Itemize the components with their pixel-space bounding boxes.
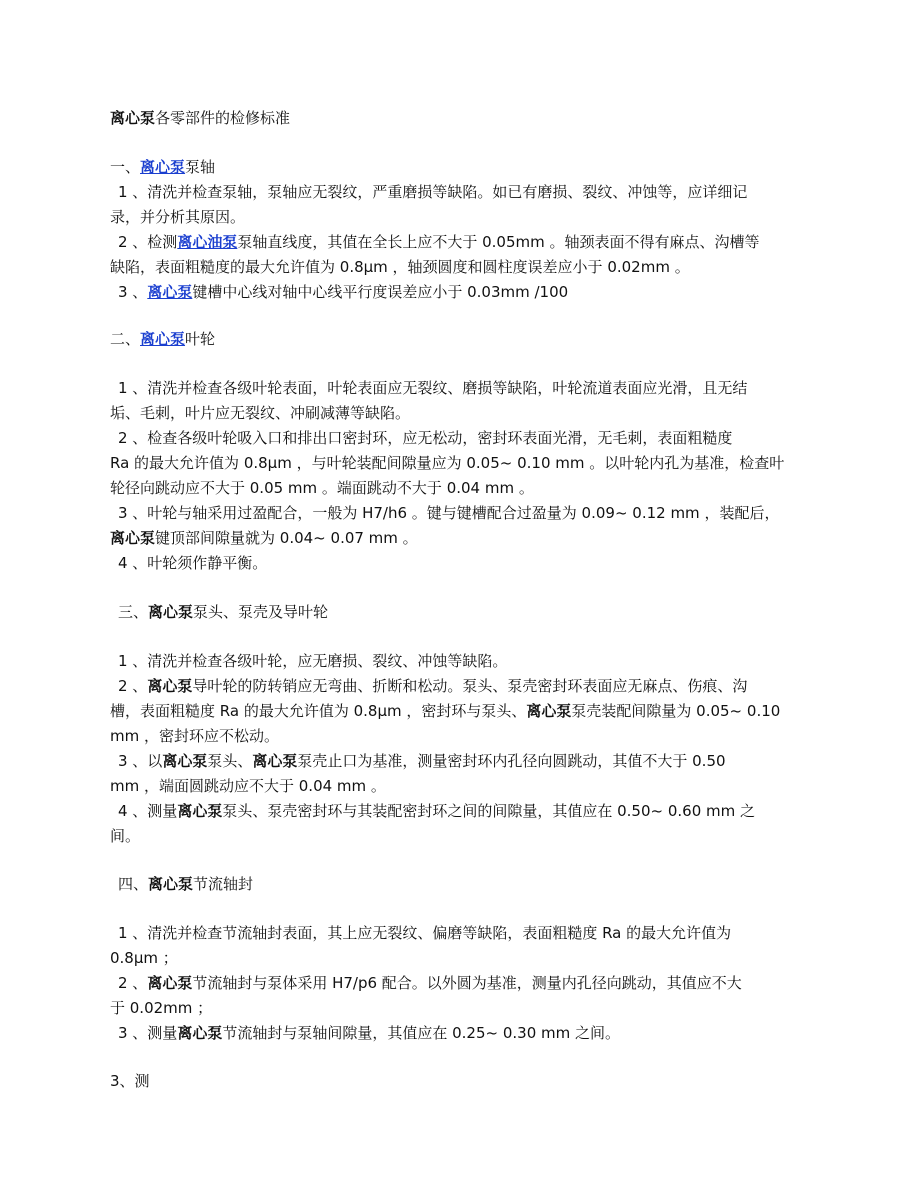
section-3-heading: 三、离心泵泵头、泵壳及导叶轮 xyxy=(118,603,329,621)
paragraph: 垢、毛刺，叶片应无裂纹、冲刷减薄等缺陷。 xyxy=(110,404,411,422)
paragraph: 1 、清洗并检查节流轴封表面，其上应无裂纹、偏磨等缺陷，表面粗糙度 Ra 的最大允许值为 xyxy=(118,924,732,942)
section-2-heading: 二、离心泵叶轮 xyxy=(110,330,216,348)
paragraph: 录，并分析其原因。 xyxy=(110,208,246,226)
oil-pump-link[interactable]: 离心油泵 xyxy=(177,233,238,251)
paragraph: 3 、测量离心泵节流轴封与泵轴间隙量，其值应在 0.25~ 0.30 mm 之间。 xyxy=(118,1024,620,1042)
paragraph: 1 、清洗并检查各级叶轮，应无磨损、裂纹、冲蚀等缺陷。 xyxy=(118,652,508,670)
title-rest: 各零部件的检修标准 xyxy=(155,109,291,127)
paragraph: 离心泵键顶部间隙量就为 0.04~ 0.07 mm 。 xyxy=(110,529,418,547)
paragraph: 轮径向跳动应不大于 0.05 mm 。端面跳动不大于 0.04 mm 。 xyxy=(110,479,534,497)
paragraph: 3 、离心泵键槽中心线对轴中心线平行度误差应小于 0.03mm /100 xyxy=(118,283,569,301)
paragraph: mm ，密封环应不松动。 xyxy=(110,727,279,745)
title-bold: 离心泵 xyxy=(110,109,156,127)
document-title xyxy=(110,108,290,128)
paragraph: 4 、叶轮须作静平衡。 xyxy=(118,554,268,572)
paragraph: 槽，表面粗糙度 Ra 的最大允许值为 0.8μm ，密封环与泵头、离心泵泵壳装配间隙量为 0.05~ 0.10 xyxy=(110,702,781,720)
pump-link[interactable]: 离心泵 xyxy=(140,330,186,348)
paragraph: 4 、测量离心泵泵头、泵壳密封环与其装配密封环之间的间隙量，其值应在 0.50~ 0.60 mm 之 xyxy=(118,802,755,820)
section-1-heading: 一、离心泵泵轴 xyxy=(110,158,216,176)
section-4-heading: 四、离心泵节流轴封 xyxy=(118,875,254,893)
trailing-text: 3、测 xyxy=(110,1072,150,1090)
paragraph: 3 、以离心泵泵头、离心泵泵壳止口为基准，测量密封环内孔径向圆跳动，其值不大于 0.50 xyxy=(118,752,726,770)
pump-link[interactable]: 离心泵 xyxy=(147,283,193,301)
paragraph: 间。 xyxy=(110,827,141,845)
paragraph: 0.8μm ； xyxy=(110,949,178,967)
paragraph: 2 、检查各级叶轮吸入口和排出口密封环，应无松动，密封环表面光滑，无毛刺，表面粗糙度 xyxy=(118,429,733,447)
paragraph: 1 、清洗并检查各级叶轮表面，叶轮表面应无裂纹、磨损等缺陷，叶轮流道表面应光滑，且无结 xyxy=(118,379,748,397)
paragraph: 于 0.02mm ； xyxy=(110,999,213,1017)
pump-link[interactable]: 离心泵 xyxy=(140,158,186,176)
paragraph: 2 、离心泵导叶轮的防转销应无弯曲、折断和松动。泵头、泵壳密封环表面应无麻点、伤痕、沟 xyxy=(118,677,748,695)
paragraph: 3 、叶轮与轴采用过盈配合，一般为 H7/h6 。键与键槽配合过盈量为 0.09~ 0.12 mm ，装配后， xyxy=(118,504,780,522)
paragraph: mm ，端面圆跳动应不大于 0.04 mm 。 xyxy=(110,777,386,795)
paragraph: 2 、离心泵节流轴封与泵体采用 H7/p6 配合。以外圆为基准，测量内孔径向跳动，其值应不大 xyxy=(118,974,742,992)
paragraph: 缺陷，表面粗糙度的最大允许值为 0.8μm ，轴颈圆度和圆柱度误差应小于 0.02mm 。 xyxy=(110,258,690,276)
paragraph: 2 、检测离心油泵泵轴直线度，其值在全长上应不大于 0.05mm 。轴颈表面不得有麻点、沟槽等 xyxy=(118,233,760,251)
paragraph: Ra 的最大允许值为 0.8μm ，与叶轮装配间隙量应为 0.05~ 0.10 mm 。以叶轮内孔为基准，检查叶 xyxy=(110,454,785,472)
paragraph: 1 、清洗并检查泵轴，泵轴应无裂纹，严重磨损等缺陷。如已有磨损、裂纹、冲蚀等，应详细记 xyxy=(118,183,748,201)
